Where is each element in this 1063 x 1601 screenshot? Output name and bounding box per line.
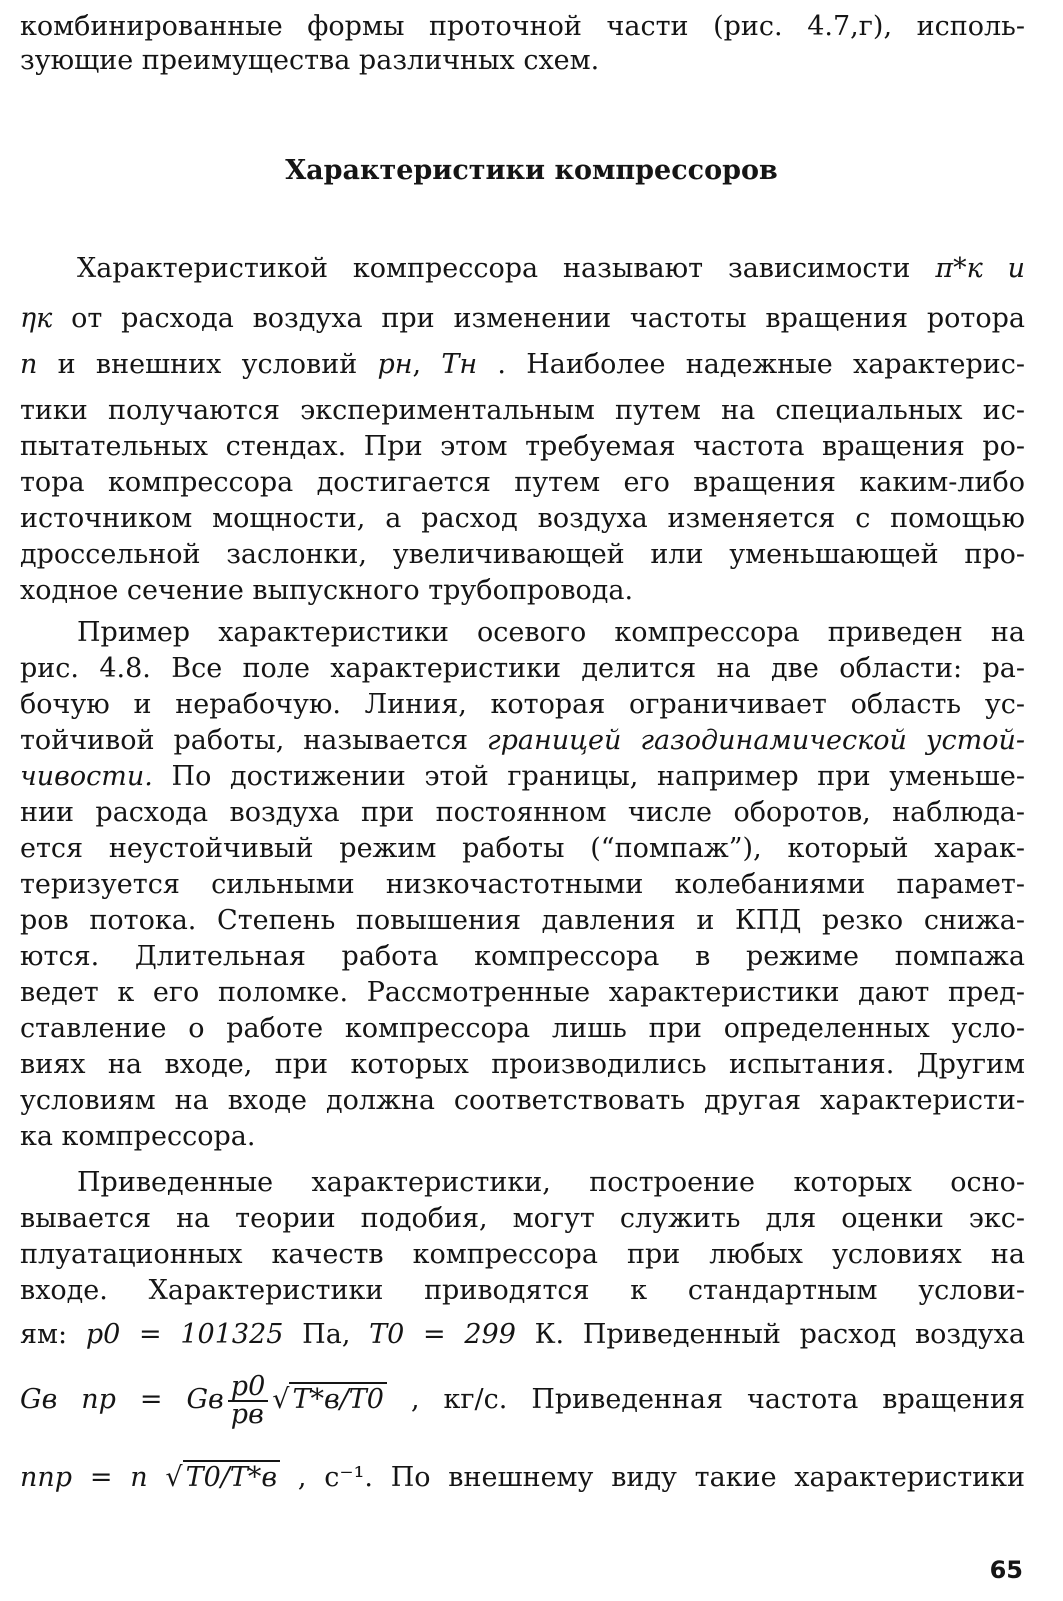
paragraph-line: ходное сечение выпускного трубопровода. bbox=[20, 575, 634, 606]
square-root: √ T0/T*в bbox=[165, 1460, 280, 1493]
paragraph-line: ведет к его поломке. Рассмотренные характеристики дают пред- bbox=[20, 977, 1025, 1008]
paragraph-line: нии расхода воздуха при постоянном числе оборотов, наблюда- bbox=[20, 797, 1025, 828]
paragraph-line: ям: p0 = 101325 Па, T0 = 299 К. Приведенный расход воздуха bbox=[20, 1319, 1025, 1350]
paragraph-line: ка компрессора. bbox=[20, 1121, 256, 1152]
paragraph-line: условиям на входе должна соответствовать другая характеристи- bbox=[20, 1085, 1025, 1116]
section-heading: Характеристики компрессоров bbox=[285, 155, 778, 186]
paragraph-line: ется неустойчивый режим работы (“помпаж”), который харак- bbox=[20, 833, 1025, 864]
paragraph-line: тики получаются экспериментальным путем на специальных ис- bbox=[20, 395, 1025, 426]
paragraph-line: рис. 4.8. Все поле характеристики делится на две области: ра- bbox=[20, 653, 1025, 684]
paragraph-line: Приведенные характеристики, построение которых осно- bbox=[77, 1167, 1025, 1198]
pressure-fraction: $\frac{p0}{pв}$ bbox=[228, 1374, 268, 1428]
paragraph-line: виях на входе, при которых производились испытания. Другим bbox=[20, 1049, 1025, 1080]
paragraph-line: тойчивой работы, называется границей газодинамической устой- bbox=[20, 725, 1025, 756]
paragraph-line: бочую и нерабочую. Линия, которая ограничивает область ус- bbox=[20, 689, 1025, 720]
intro-line: комбинированные формы проточной части (рис. 4.7,г), исполь- bbox=[20, 11, 1025, 42]
paragraph-line: Пример характеристики осевого компрессора приведен на bbox=[77, 617, 1025, 648]
italic-term: границей газодинамической устой- bbox=[486, 725, 1025, 756]
pi-k-symbol: π*к и bbox=[935, 253, 1025, 284]
paragraph-line: чивости. По достижении этой границы, например при уменьше- bbox=[20, 761, 1025, 792]
paragraph-line: теризуется сильными низкочастотными колебаниями парамет- bbox=[20, 869, 1025, 900]
formula-lhs: nпр = n bbox=[20, 1462, 148, 1493]
paragraph-line: ставление о работе компрессора лишь при определенных усло- bbox=[20, 1013, 1025, 1044]
formula-line-reduced-flow: Gв пр = Gв $\frac{p0}{pв}$ √ T*в/T0 , кг/с. Приведенная частота вращения bbox=[20, 1370, 1025, 1430]
paragraph-line: источником мощности, а расход воздуха изменяется с помощью bbox=[20, 503, 1025, 534]
paragraph-line: тора компрессора достигается путем его вращения каким-либо bbox=[20, 467, 1025, 498]
intro-line: зующие преимущества различных схем. bbox=[20, 45, 600, 76]
formula-lhs: Gв пр = Gв bbox=[20, 1384, 224, 1415]
formula-line-reduced-speed: nпр = n √ T0/T*в , с⁻¹. По внешнему виду такие характеристики bbox=[20, 1462, 1025, 1493]
t0-value: T0 = 299 bbox=[369, 1319, 516, 1350]
eta-k-symbol: ηк bbox=[20, 303, 53, 334]
italic-term: чивости. bbox=[20, 761, 153, 792]
paragraph-line: ηк от расхода воздуха при изменении частоты вращения ротора bbox=[20, 303, 1025, 334]
paragraph-line: входе. Характеристики приводятся к стандартным услови- bbox=[20, 1275, 1025, 1306]
paragraph-line: вывается на теории подобия, могут служить для оценки экс- bbox=[20, 1203, 1025, 1234]
paragraph-line: дроссельной заслонки, увеличивающей или уменьшающей про- bbox=[20, 539, 1025, 570]
p0-value: p0 = 101325 bbox=[85, 1319, 284, 1350]
paragraph-line: Характеристикой компрессора называют зависимости π*к и bbox=[77, 253, 1025, 284]
paragraph-line: пытательных стендах. При этом требуемая частота вращения ро- bbox=[20, 431, 1025, 462]
square-root: √ T*в/T0 bbox=[272, 1382, 387, 1415]
paragraph-line: ются. Длительная работа компрессора в режиме помпажа bbox=[20, 941, 1025, 972]
paragraph-line: ров потока. Степень повышения давления и КПД резко снижа- bbox=[20, 905, 1025, 936]
page-number: 65 bbox=[989, 1556, 1023, 1584]
paragraph-line: плуатационных качеств компрессора при любых условиях на bbox=[20, 1239, 1025, 1270]
paragraph-line: n и внешних условий pн, Tн . Наиболее надежные характерис- bbox=[20, 349, 1025, 380]
